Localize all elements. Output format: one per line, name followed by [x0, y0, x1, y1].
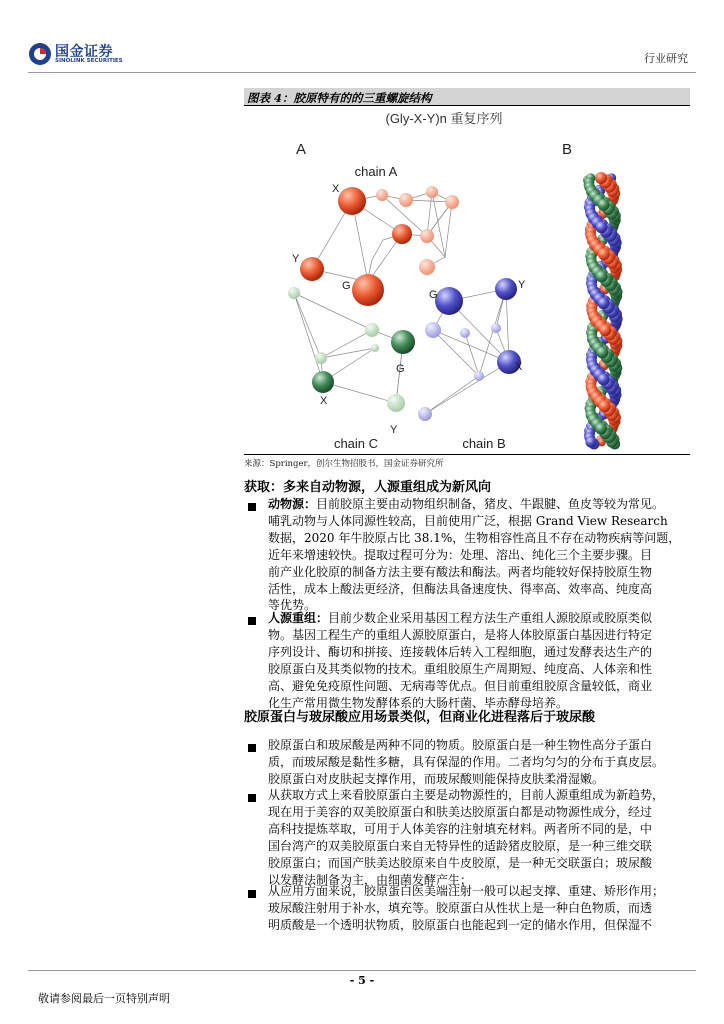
helix-atom-sphere	[598, 199, 610, 211]
logo-icon	[28, 42, 52, 66]
text-line: 数据，2020 年牛胶原占比 38.1%，生物相容性高且不存在动物疾病等问题，	[268, 530, 681, 545]
company-logo	[28, 42, 138, 66]
paragraph-difference	[268, 737, 688, 788]
text-line: 等优势。	[268, 598, 317, 613]
text-line: 序列设计、酶切和拼接、连接载体后转入工程细胞，通过发酵表达生产的	[268, 644, 653, 659]
helix-atom-sphere	[585, 436, 596, 447]
panel-a-label: A	[296, 141, 307, 158]
text-line: 胶原蛋白及其类似物的技术。重组胶原生产周期短、纯度高、人体亲和性	[268, 661, 653, 676]
residue-label-g-a: G	[342, 280, 351, 292]
chain-b-label: chain B	[462, 436, 506, 451]
footer-divider	[28, 970, 696, 971]
residue-label-y-c: Y	[390, 424, 398, 436]
text-line: 胶原蛋白对皮肤起支撑作用，而玻尿酸则能保持皮肤柔滑湿嫩。	[268, 771, 605, 786]
helix-atom-sphere	[599, 324, 611, 336]
residue-label-g-c: G	[396, 363, 405, 375]
paragraph-human-recombinant	[268, 610, 688, 711]
report-category: 行业研究	[644, 52, 688, 65]
item-label: 人源重组：	[268, 611, 329, 625]
text-line: 高科技提炼萃取，可用于人体美容的注射填充材料。两者所不同的是，中	[268, 821, 653, 836]
text-line: 哺乳动物与人体同源性较高，目前使用广泛，根据 Grand View Research	[268, 513, 668, 528]
bullet-marker	[248, 617, 256, 625]
text-line: 明质酸是一个透明状物质，胶原蛋白也能起到一定的储水作用，但保湿不	[268, 917, 653, 932]
paragraph-source-method	[268, 787, 688, 888]
bullet-marker	[248, 744, 256, 752]
helix-atom-sphere	[596, 270, 608, 282]
figure-top-rule	[244, 105, 690, 106]
residue-label-x-a: X	[332, 183, 340, 195]
page-header	[0, 0, 724, 80]
text-line: 从应用方面来说，胶原蛋白医美端注射一般可以起支撑、重建、矫形作用；	[268, 884, 665, 898]
residue-label-y-a: Y	[292, 253, 300, 265]
figure-title: 图表 4：胶原特有的的三重螺旋结构	[247, 91, 432, 105]
text-line: 胶原蛋白；而国产肤美达胶原来自牛皮胶原，是一种无交联蛋白；玻尿酸	[268, 855, 653, 870]
helix-atom-sphere	[595, 423, 607, 435]
triple-helix-diagram	[244, 108, 690, 453]
text-line: 从获取方式上来看胶原蛋白主要是动物源性的，目前人源重组成为新趋势，	[268, 788, 665, 802]
residue-label-y-b: Y	[518, 279, 526, 291]
figure-bottom-rule	[244, 454, 690, 455]
section-heading-sourcing: 获取：多来自动物源，人源重组成为新风向	[244, 480, 492, 495]
helix-atom-sphere	[598, 248, 610, 260]
figure-inner-title: (Gly-X-Y)n 重复序列	[385, 111, 503, 126]
text-line: 质，而玻尿酸是黏性多糖，具有保湿的作用。二者均匀匀的分布于真皮层。	[268, 754, 665, 769]
text-line: 近年来增速较快。提取过程可分为：处理、溶出、纯化三个主要步骤。目	[268, 547, 653, 562]
item-label: 动物源：	[268, 497, 317, 511]
residue-label-x-b: X	[515, 361, 523, 373]
text-line: 目前胶原主要由动物组织制备，猪皮、牛跟腱、鱼皮等较为常见。	[316, 497, 665, 511]
section-heading-comparison: 胶原蛋白与玻尿酸应用场景类似，但商业化进程落后于玻尿酸	[244, 710, 596, 725]
text-line: 以发酵法制备为主，由细菌发酵产生；	[268, 872, 473, 887]
text-line: 化生产常用微生物发酵体系的大肠杆菌、毕赤酵母培养。	[268, 695, 569, 710]
text-line: 目前少数企业采用基因工程方法生产重组人源胶原或胶原类似	[328, 611, 653, 625]
text-line: 玻尿酸注射用于补水，填充等。胶原蛋白从性状上是一种白色物质，而透	[268, 900, 653, 915]
residue-label-g-b: G	[429, 289, 438, 301]
bullet-marker	[248, 503, 256, 511]
text-line: 前产业化胶原的制备方法主要有酸法和酶法。两者均能较好保持胶原生物	[268, 564, 653, 579]
helix-atom-sphere	[599, 400, 611, 412]
helix-atom-sphere	[596, 347, 608, 359]
text-line: 国台湾产的双美胶原蛋白来自无特异性的适龄猪皮胶原，是一种三维交联	[268, 838, 653, 853]
bullet-marker	[248, 890, 256, 898]
chain-c-label: chain C	[333, 436, 379, 451]
text-line: 高、避免免疫原性问题、无病毒等优点。但目前重组胶原含量较低，商业	[268, 678, 653, 693]
logo-text-en: SINOLINK SECURITIES	[55, 58, 123, 64]
header-divider	[28, 72, 696, 73]
bullet-marker	[248, 794, 256, 802]
text-line: 现在用于美容的双美胶原蛋白和肤美达胶原蛋白都是动物源性成分，经过	[268, 804, 653, 819]
logo-text-cn: 国金证券	[55, 44, 113, 60]
helix-atom-sphere	[598, 297, 610, 309]
text-line: 物。基因工程生产的重组人源胶原蛋白，是将人体胶原蛋白基因进行特定	[268, 627, 653, 642]
helix-atom-sphere	[596, 221, 608, 233]
triple-helix-figure	[244, 108, 690, 453]
text-line: 活性，成本上酸法更经济，但酶法具备速度快、得率高、效率高、纯度高	[268, 581, 653, 596]
page-number: - 5 -	[349, 974, 375, 987]
helix-atom-sphere	[598, 373, 610, 385]
figure-source: 来源：Springer，创尔生物招股书，国金证券研究所	[244, 459, 444, 469]
disclaimer-note: 敬请参阅最后一页特别声明	[38, 992, 170, 1005]
chain-a-label: chain A	[354, 164, 398, 179]
panel-b-label: B	[562, 141, 573, 158]
residue-label-x-c: X	[320, 395, 328, 407]
text-line: 胶原蛋白和玻尿酸是两种不同的物质。胶原蛋白是一种生物性高分子蛋白	[268, 738, 653, 752]
paragraph-animal-source	[268, 496, 688, 614]
helix-atom-sphere	[595, 172, 607, 184]
paragraph-application	[268, 883, 688, 934]
